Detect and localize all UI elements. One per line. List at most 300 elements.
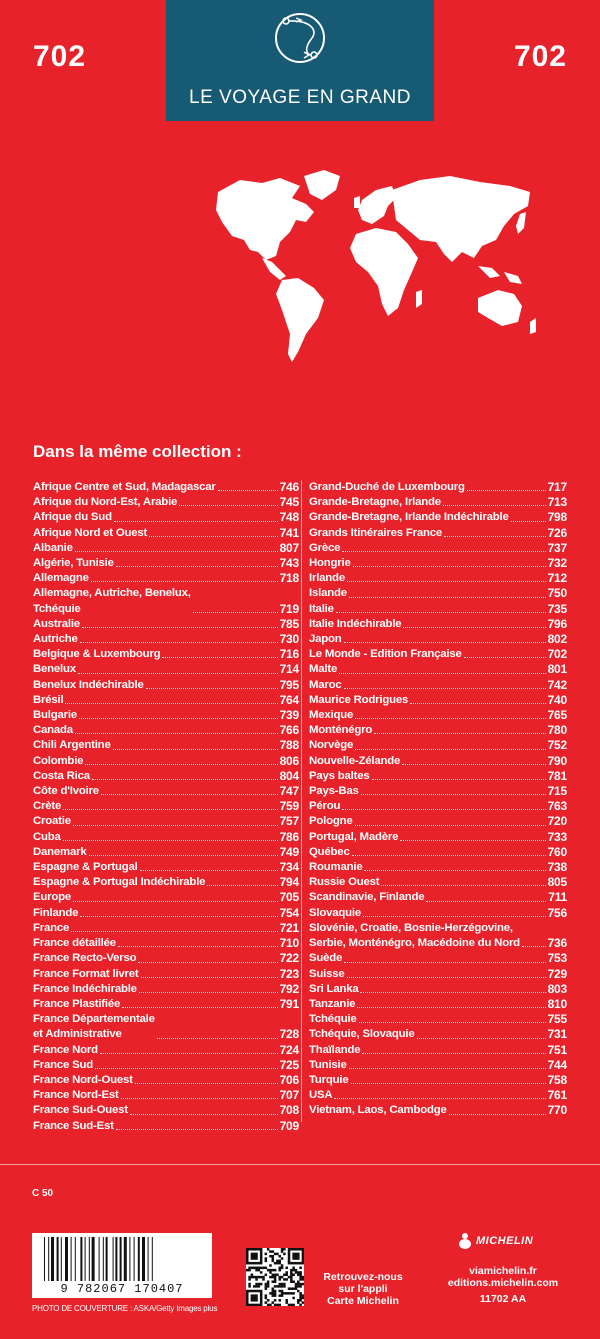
collection-item-number: 720 (547, 814, 567, 829)
collection-item (309, 678, 567, 693)
leader-dots (75, 733, 278, 734)
collection-item-number: 757 (279, 814, 299, 829)
leader-dots (444, 536, 546, 537)
collection-item-number: 731 (547, 1027, 567, 1042)
collection-item (33, 982, 299, 997)
leader-dots (360, 992, 545, 993)
collection-item (309, 860, 567, 875)
collection-item-title: France Départementale et Administrative (33, 1013, 155, 1041)
collection-item (33, 723, 299, 738)
collection-item-title: Norvège (309, 739, 354, 752)
leader-dots (140, 870, 278, 871)
leader-dots (443, 505, 546, 506)
collection-item (309, 982, 567, 997)
collection-item-title: Nouvelle-Zélande (309, 754, 401, 767)
collection-item-title: Turquie (309, 1073, 349, 1086)
collection-item-number: 758 (547, 1072, 567, 1087)
collection-item-title: Cuba (33, 830, 61, 843)
collection-item-title: France Indéchirable (33, 982, 137, 995)
leader-dots (73, 825, 278, 826)
collection-item-title: Suède (309, 952, 343, 965)
collection-item-title: Malte (309, 663, 338, 676)
app-promo (314, 1271, 412, 1307)
map-number-left: 702 (33, 40, 87, 73)
collection-item-title: Croatie (33, 815, 71, 828)
app-promo-line: Carte Michelin (327, 1295, 399, 1307)
collection-item-number: 770 (547, 1103, 567, 1118)
collection-item-number: 764 (279, 692, 299, 707)
collection-item-number: 717 (547, 480, 567, 494)
collection-item-title: USA (309, 1089, 333, 1102)
leader-dots (146, 688, 278, 689)
leader-dots (116, 1129, 278, 1130)
collection-item-title: Roumanie (309, 861, 363, 874)
collection-item (33, 1103, 299, 1118)
collection-item (309, 875, 567, 890)
collection-item (33, 875, 299, 890)
leader-dots (403, 627, 545, 628)
app-promo-line: Retrouvez-nous (323, 1271, 403, 1283)
leader-dots (464, 657, 546, 658)
collection-item-title: Australie (33, 617, 80, 630)
leader-dots (355, 749, 545, 750)
collection-item (309, 571, 567, 586)
collection-item-number: 737 (547, 540, 567, 555)
collection-item-title: Italie (309, 602, 334, 615)
leader-dots (349, 1068, 546, 1069)
collection-item-number: 708 (279, 1103, 299, 1118)
collection-item-number: 716 (279, 647, 299, 662)
leader-dots (334, 1098, 545, 1099)
collection-item-title: France Recto-Verso (33, 952, 137, 965)
leader-dots (402, 764, 545, 765)
leader-dots (511, 521, 546, 522)
collection-item-title: Vietnam, Laos, Cambodge (309, 1104, 447, 1117)
collection-item-title: Pays-Bas (309, 785, 359, 798)
collection-item (33, 860, 299, 875)
collection-item-number: 746 (279, 480, 299, 494)
collection-item-title: Europe (33, 891, 72, 904)
collection-item-title: Grand-Duché de Luxembourg (309, 481, 465, 493)
collection-item-title: Espagne & Portugal Indéchirable (33, 876, 206, 889)
collection-item-title: Brésil (33, 693, 64, 706)
leader-dots (362, 1053, 545, 1054)
collection-item-title: Hongrie (309, 557, 351, 570)
collection-item (309, 769, 567, 784)
leader-dots (363, 916, 546, 917)
collection-item-title: Danemark (33, 845, 87, 858)
collection-item (33, 799, 299, 814)
collection-item-number: 705 (279, 890, 299, 905)
leader-dots (71, 931, 277, 932)
leader-dots (118, 946, 278, 947)
collection-item (309, 556, 567, 571)
collection-item (309, 1073, 567, 1088)
collection-item-title: France Sud (33, 1058, 94, 1071)
collection-item-title: France détaillée (33, 937, 116, 950)
leader-dots (218, 490, 278, 491)
collection-item-title: Côte d'Ivoire (33, 785, 99, 798)
collection-item-number: 724 (279, 1042, 299, 1057)
leader-dots (116, 566, 278, 567)
collection-item-number: 729 (547, 966, 567, 981)
collection-item-title: Le Monde - Edition Française (309, 648, 462, 661)
collection-item-title: Islande (309, 587, 347, 600)
collection-item-title: Afrique Nord et Ouest (33, 526, 148, 539)
collection-item-title: Albanie (33, 541, 73, 554)
collection-item-title: Portugal, Madère (309, 830, 399, 843)
collection-item-number: 739 (279, 708, 299, 723)
leader-dots (410, 703, 545, 704)
leader-dots (355, 825, 546, 826)
collection-item-number: 748 (279, 510, 299, 525)
collection-item (309, 921, 567, 951)
collection-item (309, 951, 567, 966)
collection-item-title: Grands Itinéraires France (309, 526, 443, 539)
collection-item-number: 763 (547, 799, 567, 814)
collection-item-number: 726 (547, 525, 567, 540)
leader-dots (349, 597, 546, 598)
collection-list-right (309, 480, 567, 1119)
collection-item-title: Maroc (309, 678, 342, 691)
collection-item-title: France Nord-Est (33, 1089, 119, 1102)
collection-item-title: Tanzanie (309, 997, 356, 1010)
collection-item-number: 781 (547, 768, 567, 783)
collection-item-number: 732 (547, 556, 567, 571)
collection-item-title: France Nord (33, 1043, 98, 1056)
collection-item (33, 738, 299, 753)
collection-item (33, 693, 299, 708)
collection-item-number: 740 (547, 692, 567, 707)
leader-dots (141, 977, 278, 978)
collection-item-number: 723 (279, 966, 299, 981)
collection-item-title: Mexique (309, 709, 354, 722)
collection-item (309, 541, 567, 556)
leader-dots (138, 962, 277, 963)
collection-item-number: 806 (279, 753, 299, 768)
collection-item (309, 495, 567, 510)
collection-item-number: 736 (547, 936, 567, 951)
collection-item-number: 810 (547, 996, 567, 1011)
collection-item-title: Chili Argentine (33, 739, 111, 752)
leader-dots (364, 870, 545, 871)
collection-item (309, 830, 567, 845)
collection-item-number: 745 (279, 495, 299, 510)
leader-dots (80, 642, 278, 643)
collection-item-title: Belgique & Luxembourg (33, 648, 161, 661)
leader-dots (361, 794, 546, 795)
collection-item (309, 662, 567, 677)
collection-item-number: 719 (279, 601, 299, 616)
leader-dots (344, 962, 545, 963)
collection-item (33, 662, 299, 677)
world-map-icon (0, 0, 600, 380)
collection-item (309, 1012, 567, 1027)
leader-dots (352, 855, 546, 856)
collection-item (309, 632, 567, 647)
leader-dots (80, 916, 277, 917)
collection-item (309, 1088, 567, 1103)
collection-item (33, 586, 299, 616)
collection-item-number: 702 (547, 647, 567, 662)
collection-item (309, 510, 567, 525)
collection-item (309, 799, 567, 814)
collection-item (309, 814, 567, 829)
collection-item (33, 921, 299, 936)
collection-item-number: 755 (547, 1012, 567, 1027)
collection-item-number: 756 (547, 905, 567, 920)
collection-item-title: Maurice Rodrigues (309, 693, 409, 706)
leader-dots (417, 1038, 546, 1039)
leader-dots (426, 901, 546, 902)
leader-dots (65, 703, 277, 704)
leader-dots (100, 1053, 278, 1054)
collection-item-number: 741 (279, 525, 299, 540)
leader-dots (79, 718, 278, 719)
collection-item (309, 723, 567, 738)
collection-item-title: Japon (309, 633, 342, 646)
collection-item-number: 713 (547, 495, 567, 510)
bibendum-icon (456, 1232, 474, 1250)
leader-dots (193, 612, 278, 613)
collection-item (33, 951, 299, 966)
collection-item-title: France (33, 921, 70, 934)
collection-item-number: 795 (279, 677, 299, 692)
collection-item-number: 749 (279, 844, 299, 859)
leader-dots (89, 855, 278, 856)
leader-dots (342, 551, 545, 552)
collection-item (309, 693, 567, 708)
collection-item-number: 721 (279, 920, 299, 935)
leader-dots (339, 673, 545, 674)
collection-item-number: 747 (279, 784, 299, 799)
site-editions[interactable]: editions.michelin.com (447, 1277, 559, 1289)
leader-dots (63, 809, 277, 810)
collection-item-title: Pays baltes (309, 769, 370, 782)
leader-dots (372, 779, 546, 780)
collection-item-number: 759 (279, 799, 299, 814)
leader-dots (121, 1098, 278, 1099)
leader-dots (130, 1114, 278, 1115)
collection-item-number: 805 (547, 875, 567, 890)
collection-item-title: Pérou (309, 800, 341, 813)
collection-item (33, 814, 299, 829)
collection-item (309, 738, 567, 753)
collection-item-title: Slovénie, Croatie, Bosnie-Herzégovine, Serbie, Monténégro, Macédoine du Nord (309, 921, 520, 950)
collection-item-title: Tchéquie (309, 1013, 357, 1026)
collection-item-number: 794 (279, 875, 299, 890)
leader-dots (82, 627, 278, 628)
collection-item-title: Italie Indéchirable (309, 617, 402, 630)
collection-item-title: Tchéquie, Slovaquie (309, 1028, 415, 1041)
site-viamichelin[interactable]: viamichelin.fr (469, 1265, 537, 1277)
collection-item-number: 761 (547, 1088, 567, 1103)
collection-item (33, 541, 299, 556)
leader-dots (355, 718, 545, 719)
collection-item (33, 890, 299, 905)
leader-dots (95, 1068, 278, 1069)
collection-item (33, 1073, 299, 1088)
leader-dots (347, 977, 546, 978)
collection-item (33, 495, 299, 510)
collection-item-title: Crète (33, 800, 62, 813)
collection-item-title: Scandinavie, Finlande (309, 891, 425, 904)
leader-dots (101, 794, 278, 795)
collection-item-title: Allemagne (33, 572, 89, 585)
collection-item-title: Afrique du Sud (33, 511, 112, 524)
collection-item-number: 804 (279, 768, 299, 783)
collection-item-number: 738 (547, 860, 567, 875)
map-number-right: 702 (513, 40, 567, 73)
collection-item-title: Pologne (309, 815, 353, 828)
leader-dots (381, 885, 545, 886)
collection-item-number: 785 (279, 616, 299, 631)
collection-item-number: 751 (547, 1042, 567, 1057)
collection-item-number: 803 (547, 981, 567, 996)
leader-dots (179, 505, 277, 506)
footer-divider (0, 1164, 600, 1165)
leader-dots (85, 764, 277, 765)
collection-item-number: 712 (547, 571, 567, 586)
collection-item (33, 632, 299, 647)
collection-item-number: 744 (547, 1057, 567, 1072)
leader-dots (449, 1114, 546, 1115)
collection-item-title: Afrique du Nord-Est, Arabie (33, 496, 178, 509)
collection-item (309, 1058, 567, 1073)
collection-item (33, 647, 299, 662)
collection-item-title: Afrique Centre et Sud, Madagascar (33, 481, 216, 493)
collection-item (33, 754, 299, 769)
collection-item-number: 807 (279, 540, 299, 555)
collection-item (309, 890, 567, 905)
collection-item (33, 830, 299, 845)
leader-dots (342, 809, 545, 810)
collection-item-number: 709 (279, 1118, 299, 1133)
leader-dots (347, 581, 546, 582)
collection-item-title: Grande-Bretagne, Irlande Indéchirable (309, 511, 509, 524)
collection-item-number: 790 (547, 753, 567, 768)
collection-item-title: Grande-Bretagne, Irlande (309, 496, 441, 509)
collection-item-number: 780 (547, 723, 567, 738)
collection-item-number: 792 (279, 981, 299, 996)
collection-item-number: 735 (547, 601, 567, 616)
collection-item-number: 722 (279, 951, 299, 966)
collection-item (309, 708, 567, 723)
collection-item-title: Irlande (309, 572, 345, 585)
collection-item (33, 1012, 299, 1042)
leader-dots (467, 490, 546, 491)
collection-item-number: 786 (279, 829, 299, 844)
collection-item (33, 967, 299, 982)
collection-item (309, 845, 567, 860)
isbn: 9 782067 170407 (60, 1282, 184, 1296)
collection-item (33, 1043, 299, 1058)
collection-item (33, 784, 299, 799)
collection-item (309, 967, 567, 982)
leader-dots (157, 1038, 278, 1039)
collection-item-number: 791 (279, 996, 299, 1011)
leader-dots (63, 840, 278, 841)
collection-item (33, 936, 299, 951)
collection-item (33, 708, 299, 723)
collection-item (309, 906, 567, 921)
michelin-logo: MICHELIN (476, 1235, 534, 1247)
collection-item-number: 710 (279, 936, 299, 951)
collection-item (33, 1088, 299, 1103)
leader-dots (359, 1022, 546, 1023)
collection-item-title: Grèce (309, 541, 341, 554)
collection-item-title: Russie Ouest (309, 876, 380, 889)
collection-item-number: 766 (279, 723, 299, 738)
leader-dots (400, 840, 545, 841)
collection-item (309, 586, 567, 601)
collection-item-title: Allemagne, Autriche, Benelux, Tchéquie (33, 587, 191, 615)
collection-item (309, 647, 567, 662)
collection-item-number: 733 (547, 829, 567, 844)
collection-item-number: 718 (279, 571, 299, 586)
collection-item-title: France Format livret (33, 967, 139, 980)
collection-item-title: Tunisie (309, 1058, 347, 1071)
leader-dots (357, 1007, 545, 1008)
collection-item (309, 997, 567, 1012)
collection-item (309, 480, 567, 495)
collection-item-number: 743 (279, 556, 299, 571)
collection-item-number: 796 (547, 616, 567, 631)
collection-item-number: 752 (547, 738, 567, 753)
collection-item (33, 906, 299, 921)
collection-item (309, 754, 567, 769)
collection-item-number: 706 (279, 1072, 299, 1087)
collection-item-title: Monténégro (309, 724, 373, 737)
collection-item-number: 802 (547, 632, 567, 647)
leader-dots (135, 1083, 278, 1084)
collection-item (309, 1043, 567, 1058)
leader-dots (92, 779, 278, 780)
leader-dots (351, 1083, 546, 1084)
collection-item (309, 617, 567, 632)
collection-item-title: Finlande (33, 906, 79, 919)
column-divider (301, 480, 302, 1122)
collection-item-number: 734 (279, 860, 299, 875)
collection-item (33, 845, 299, 860)
collection-item (309, 1103, 567, 1118)
collection-item-number: 711 (548, 890, 567, 905)
collection-item-number: 788 (279, 738, 299, 753)
collection-item-title: Espagne & Portugal (33, 861, 138, 874)
collection-item-title: Sri Lanka (309, 982, 359, 995)
leader-dots (353, 566, 546, 567)
collection-item-title: Autriche (33, 633, 78, 646)
collection-item-number: 707 (279, 1088, 299, 1103)
collection-list-left (33, 480, 299, 1134)
collection-item (309, 526, 567, 541)
collection-item (309, 1027, 567, 1042)
collection-item-number: 750 (547, 586, 567, 601)
collection-item-title: Bulgarie (33, 709, 77, 722)
collection-item-number: 730 (279, 632, 299, 647)
leader-dots (139, 992, 278, 993)
barcode (32, 1233, 212, 1298)
collection-item-title: Benelux Indéchirable (33, 678, 144, 691)
collection-item-number: 765 (547, 708, 567, 723)
collection-item (309, 784, 567, 799)
collection-item-number: 753 (547, 951, 567, 966)
collection-item-title: France Sud-Est (33, 1119, 114, 1132)
leader-dots (149, 536, 277, 537)
collection-item-number: 798 (547, 510, 567, 525)
tagline: LE VOYAGE EN GRAND (189, 87, 411, 108)
leader-dots (114, 521, 278, 522)
